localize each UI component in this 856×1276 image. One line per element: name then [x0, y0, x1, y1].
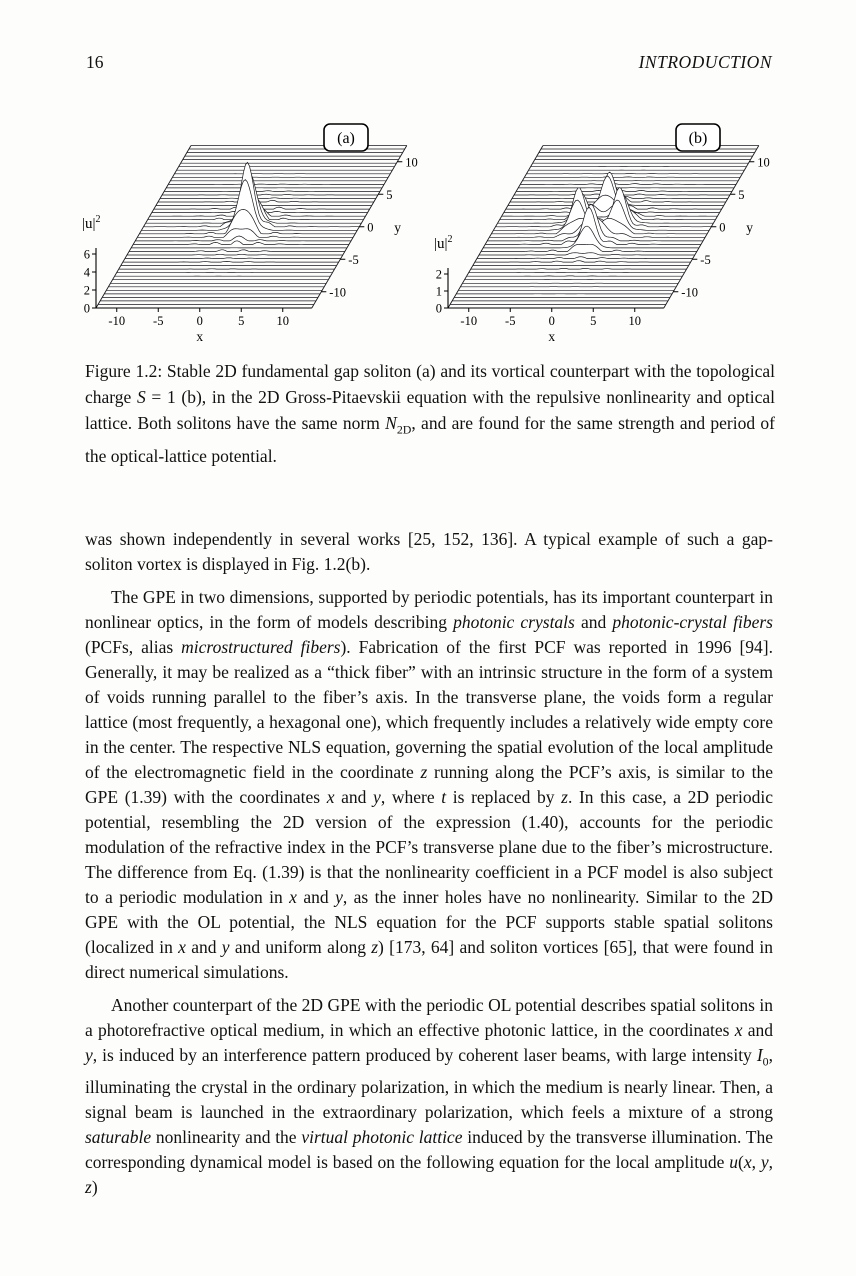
svg-text:|u|2: $|u|^2$ [82, 214, 101, 232]
svg-text:0: 0 [719, 220, 726, 235]
paragraph: Another counterpart of the 2D GPE with the periodic OL potential describes spatial solitons in a photorefractive optical medium, in which an effective photonic lattice, in the coordinates x and y, is induced by an interference pattern produced by coherent laser beams, with large intensity $I_0$, illuminating the crystal in the ordinary polarization, in which the medium is nearly linear. Then, a signal beam is launched in the extraordinary polarization, which feels a mixture of a strong saturable nonlinearity and the virtual photonic lattice induced by the transverse illumination. The corresponding dynamical model is based on the following equation for the local amplitude u(x, y, z) [85, 995, 774, 1197]
svg-text:0: 0 [548, 314, 555, 328]
svg-text:-10: -10 [108, 314, 126, 328]
surface-plot-fundamental-soliton [78, 112, 428, 352]
svg-text:|u|2: $|u|^2$ [434, 234, 453, 252]
svg-text:2: 2 [435, 267, 442, 282]
svg-text:-10: -10 [460, 314, 478, 328]
svg-text:10: 10 [405, 155, 418, 170]
svg-text:(b): (b) [688, 130, 708, 147]
svg-text:10: 10 [276, 314, 289, 328]
svg-text:0: 0 [196, 314, 203, 328]
svg-text:5: 5 [238, 314, 245, 328]
svg-text:10: 10 [757, 155, 770, 170]
svg-text:0: 0 [367, 220, 374, 235]
svg-text:5: 5 [738, 187, 745, 202]
paragraph: was shown independently in several works [25, 152, 136]. A typical example of such a gap-soliton vortex is displayed in Fig. 1.2(b). [85, 529, 773, 574]
svg-text:x: x [196, 329, 204, 344]
page-number: 16 [86, 52, 104, 72]
svg-text:10: 10 [628, 314, 641, 328]
svg-text:0: 0 [83, 301, 90, 316]
svg-text:x: x [548, 329, 556, 344]
svg-text:y: y [394, 219, 402, 235]
page-header [86, 52, 772, 73]
surface-plot-vortex-soliton [430, 112, 780, 352]
svg-text:5: 5 [386, 187, 393, 202]
figure-caption: Figure 1.2: Stable 2D fundamental gap soliton (a) and its vortical counterpart with the topological charge S = 1 (b), in the 2D Gross-Pitaevskii equation with the repulsive nonlinearity and optical lattice. Both solitons have the same norm $N_{2D}$, and are found for the same strength and period of the optical-lattice potential. [85, 361, 775, 466]
body-text [85, 527, 773, 1200]
svg-text:-5: -5 [153, 314, 164, 328]
svg-text:4: 4 [83, 265, 90, 280]
svg-text:(a): (a) [337, 130, 355, 147]
svg-text:6: 6 [83, 247, 90, 262]
svg-text:-5: -5 [505, 314, 516, 328]
svg-text:-10: -10 [681, 285, 698, 300]
running-head: INTRODUCTION [638, 52, 772, 72]
svg-text:y: y [746, 219, 754, 235]
svg-text:1: 1 [435, 284, 442, 299]
svg-text:2: 2 [83, 283, 90, 298]
figure-1-2 [78, 112, 780, 352]
svg-text:-5: -5 [348, 252, 359, 267]
svg-text:0: 0 [435, 301, 442, 316]
svg-text:-5: -5 [700, 252, 711, 267]
svg-text:-10: -10 [329, 285, 346, 300]
svg-text:5: 5 [590, 314, 597, 328]
paragraph: The GPE in two dimensions, supported by periodic potentials, has its important counterpart in nonlinear optics, in the form of models describing photonic crystals and photonic-crystal fibers (PCFs, alias microstructured fibers). Fabrication of the first PCF was reported in 1996 [94]. Generally, it may be realized as a “thick fiber” with an intrinsic structure in the form of a system of voids running parallel to the fiber’s axis. In the transverse plane, the voids form a regular lattice (most frequently, a hexagonal one), which frequently includes a relatively wide empty core in the center. The respective NLS equation, governing the spatial evolution of the local amplitude of the electromagnetic field in the coordinate z running along the PCF’s axis, is similar to the GPE (1.39) with the coordinates x and y, where t is replaced by z. In this case, a 2D periodic potential, resembling the 2D version of the expression (1.40), accounts for the periodic modulation of the refractive index in the PCF’s transverse plane due to the fiber’s microstructure. The difference from Eq. (1.39) is that the nonlinearity coefficient in a PCF model is also subject to a periodic modulation in x and y, as the inner holes have no nonlinearity. Similar to the 2D GPE with the OL potential, the NLS equation for the PCF supports stable spatial solitons (localized in x and y and uniform along z) [173, 64] and soliton vortices [65], that were found in direct numerical simulations. [85, 587, 773, 982]
